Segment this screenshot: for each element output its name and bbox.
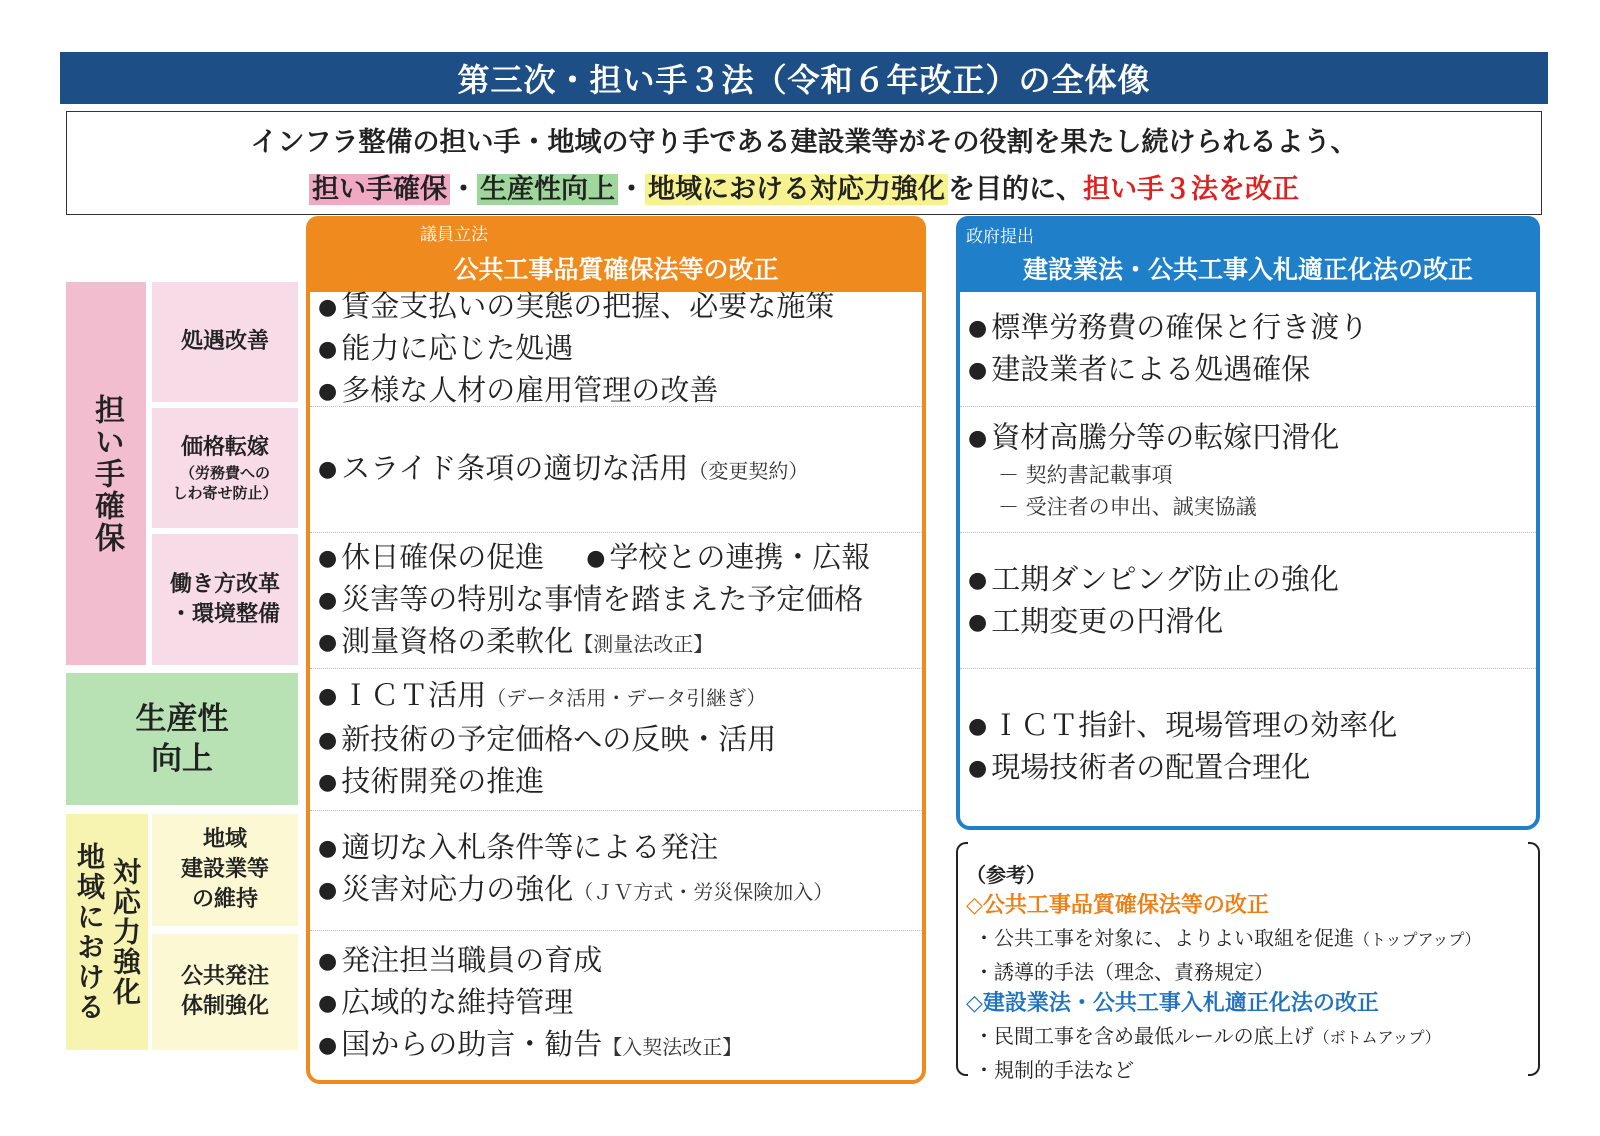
sub-kakaku-small-1: （労務費への xyxy=(179,464,270,482)
right-bracket xyxy=(1528,842,1540,1076)
intro-sep: ・ xyxy=(450,174,477,205)
row-divider xyxy=(310,668,922,669)
bullet-icon: ● xyxy=(318,546,338,571)
item-text: 国からの助言・勧告 xyxy=(341,1027,603,1061)
row-divider xyxy=(310,930,922,931)
orange-row-seisansei xyxy=(318,672,918,806)
list-item xyxy=(318,328,918,370)
reference-heading-construction: ◇建設業法・公共工事入札適正化法の改正 xyxy=(966,991,1379,1016)
bullet-icon: ● xyxy=(318,878,338,903)
row-divider xyxy=(310,406,922,407)
item-note: 【入契法改正】 xyxy=(602,1035,743,1059)
sub-shogu-label: 処遇改善 xyxy=(180,329,269,354)
item-text: 資材高騰分等の転嫁円滑化 xyxy=(991,420,1340,454)
sub-kokyo-line2: 体制強化 xyxy=(180,994,269,1019)
bullet-icon: ● xyxy=(968,568,988,593)
orange-row-shogu xyxy=(318,289,918,407)
item-text: 休日確保の促進 xyxy=(341,540,545,574)
item-text: 賃金支払いの実態の把握、必要な施策 xyxy=(341,289,835,323)
row-divider xyxy=(310,532,922,533)
category-seisansei-line2: 向上 xyxy=(151,741,213,777)
item-text: ＩＣＴ指針、現場管理の効率化 xyxy=(991,708,1398,742)
item-text: 学校との連携・広報 xyxy=(609,540,871,574)
item-text: 広域的な維持管理 xyxy=(341,985,574,1019)
bullet-icon: ● xyxy=(318,836,338,861)
blue-column-header xyxy=(956,216,1540,292)
sub-chiiki-iji-line1: 地域 xyxy=(202,827,247,852)
category-seisansei-line1: 生産性 xyxy=(135,701,229,737)
bullet-icon: ● xyxy=(318,337,338,362)
row-divider xyxy=(960,406,1536,407)
category-seisansei xyxy=(66,673,298,805)
bullet-icon: ● xyxy=(968,316,988,341)
item-text: 適切な入札条件等による発注 xyxy=(341,830,719,864)
bullet-icon: ● xyxy=(318,770,338,795)
item-text: 工期変更の円滑化 xyxy=(991,604,1224,638)
item-text: ＩＣＴ活用 xyxy=(341,678,487,712)
sub-item: － 受注者の申出、誠実協議 xyxy=(998,495,1257,519)
highlight-seisansei: 生産性向上 xyxy=(477,174,618,205)
list-item xyxy=(968,705,1534,747)
list-item xyxy=(318,675,918,719)
row-divider xyxy=(310,810,922,811)
item-note: （変更契約） xyxy=(688,459,809,483)
row-divider xyxy=(960,532,1536,533)
item-text: 新技術の予定価格への反映・活用 xyxy=(341,722,777,756)
reference-text: ・公共工事を対象に、よりよい取組を促進 xyxy=(974,926,1354,950)
bullet-icon: ● xyxy=(968,756,988,781)
orange-column-header xyxy=(306,216,926,292)
reference-line: ・規制的手法など xyxy=(974,1058,1134,1082)
reference-text: ・民間工事を含め最低ルールの底上げ xyxy=(974,1024,1314,1048)
list-item xyxy=(318,761,918,803)
reference-line xyxy=(966,922,1540,956)
highlight-chiiki: 地域における対応力強化 xyxy=(645,174,948,205)
blue-row-seisansei xyxy=(968,672,1534,822)
highlight-tanaite: 担い手確保 xyxy=(309,174,450,205)
blue-row-shogu xyxy=(968,292,1534,406)
sub-hataraki-line1: 働き方改革 xyxy=(169,571,280,597)
bullet-icon: ● xyxy=(318,457,338,482)
bullet-icon: ● xyxy=(318,991,338,1016)
row-divider xyxy=(960,668,1536,669)
category-tanaite xyxy=(66,282,146,665)
reference-line: ・誘導的手法（理念、責務規定） xyxy=(974,960,1274,984)
sub-kokyo-line1: 公共発注 xyxy=(180,964,269,989)
sub-chiiki-iji-line3: の維持 xyxy=(191,887,258,912)
list-item xyxy=(968,559,1534,601)
item-text: 現場技術者の配置合理化 xyxy=(991,750,1311,784)
sub-hataraki-line2: ・環境整備 xyxy=(169,601,280,627)
list-item xyxy=(968,349,1534,391)
bullet-icon: ● xyxy=(318,379,338,404)
reference-heading-quality: ◇公共工事品質確保法等の改正 xyxy=(966,893,1269,918)
orange-header-main: 公共工事品質確保法等の改正 xyxy=(453,255,779,284)
sub-shogu xyxy=(152,282,298,402)
sub-hataraki xyxy=(152,534,298,665)
bullet-icon: ● xyxy=(318,949,338,974)
reference-title: （参考） xyxy=(966,863,1046,887)
bullet-icon: ● xyxy=(318,1033,338,1058)
reference-small: （トップアップ） xyxy=(1354,930,1481,949)
sub-kokyo xyxy=(152,934,298,1050)
list-item xyxy=(318,982,918,1024)
reference-box xyxy=(956,842,1540,1082)
item-text: スライド条項の適切な活用 xyxy=(341,451,689,485)
bullet-icon: ● xyxy=(968,610,988,635)
bullet-icon: ● xyxy=(968,426,988,451)
list-item xyxy=(318,286,918,328)
bullet-icon: ● xyxy=(968,358,988,383)
item-text: 技術開発の推進 xyxy=(341,764,545,798)
intro-sep: ・ xyxy=(618,174,645,205)
intro-line-2 xyxy=(309,167,1299,206)
left-bracket xyxy=(956,842,968,1076)
item-text: 測量資格の柔軟化 xyxy=(341,624,574,658)
page-title: 第三次・担い手３法（令和６年改正）の全体像 xyxy=(60,52,1548,104)
intro-mid: を目的に、 xyxy=(948,174,1083,205)
list-item xyxy=(318,827,918,869)
list-item xyxy=(318,579,918,621)
sub-chiiki-iji-line2: 建設業等 xyxy=(180,857,269,882)
item-text: 能力に応じた処遇 xyxy=(341,331,574,365)
item-text: 工期ダンピング防止の強化 xyxy=(991,562,1339,596)
blue-row-kakaku xyxy=(968,408,1534,532)
intro-line-1: インフラ整備の担い手・地域の守り手である建設業等がその役割を果たし続けられるよう、 xyxy=(250,127,1358,158)
bullet-icon: ● xyxy=(318,684,338,709)
category-tanaite-label: 担い手確保 xyxy=(89,393,124,554)
bullet-icon: ● xyxy=(318,295,338,320)
category-chiiki xyxy=(66,814,148,1050)
bullet-icon: ● xyxy=(318,728,338,753)
item-note: （データ活用・データ引継ぎ） xyxy=(486,686,767,710)
sub-kakaku xyxy=(152,408,298,528)
list-item xyxy=(968,747,1534,789)
item-text: 建設業者による処遇確保 xyxy=(991,352,1311,386)
bullet-icon: ● xyxy=(968,714,988,739)
list-item xyxy=(318,1024,918,1068)
category-chiiki-label-2: 地域における xyxy=(73,842,106,1022)
item-text: 多様な人材の雇用管理の改善 xyxy=(341,373,719,407)
item-note: 【測量法改正】 xyxy=(573,632,714,656)
list-item xyxy=(968,307,1534,349)
blue-header-main: 建設業法・公共工事入札適正化法の改正 xyxy=(1022,255,1473,284)
blue-header-small: 政府提出 xyxy=(966,227,1034,247)
sub-chiiki-iji xyxy=(152,814,298,926)
orange-row-kokyo xyxy=(318,934,918,1074)
list-item xyxy=(318,537,918,579)
orange-row-hataraki xyxy=(318,536,918,666)
sub-kakaku-label: 価格転嫁 xyxy=(180,435,269,460)
bullet-icon: ● xyxy=(318,588,338,613)
intro-box xyxy=(66,111,1542,215)
blue-row-hataraki xyxy=(968,536,1534,666)
item-text: 標準労務費の確保と行き渡り xyxy=(991,310,1369,344)
reference-small: （ボトムアップ） xyxy=(1313,1028,1441,1047)
list-item xyxy=(318,448,918,492)
orange-row-chiiki-iji xyxy=(318,814,918,926)
list-item xyxy=(318,719,918,761)
item-note: （ＪＶ方式・労災保険加入） xyxy=(573,880,834,904)
item-text: 災害等の特別な事情を踏まえた予定価格 xyxy=(341,582,864,616)
list-item xyxy=(968,417,1534,459)
category-chiiki-label-1: 対応力強化 xyxy=(109,857,142,1007)
bullet-icon: ● xyxy=(318,630,338,655)
intro-red-goal: 担い手３法を改正 xyxy=(1083,174,1299,205)
orange-row-kakaku xyxy=(318,408,918,532)
sub-item: － 契約書記載事項 xyxy=(998,463,1173,487)
item-text: 災害対応力の強化 xyxy=(341,872,574,906)
item-text: 発注担当職員の育成 xyxy=(341,943,603,977)
orange-header-small: 議員立法 xyxy=(420,225,488,245)
list-item xyxy=(968,601,1534,643)
list-item xyxy=(318,621,918,665)
sub-kakaku-small-2: しわ寄せ防止） xyxy=(172,484,278,502)
list-item xyxy=(318,940,918,982)
reference-line xyxy=(966,1020,1540,1054)
bullet-icon: ● xyxy=(586,546,606,571)
list-item xyxy=(318,869,918,913)
